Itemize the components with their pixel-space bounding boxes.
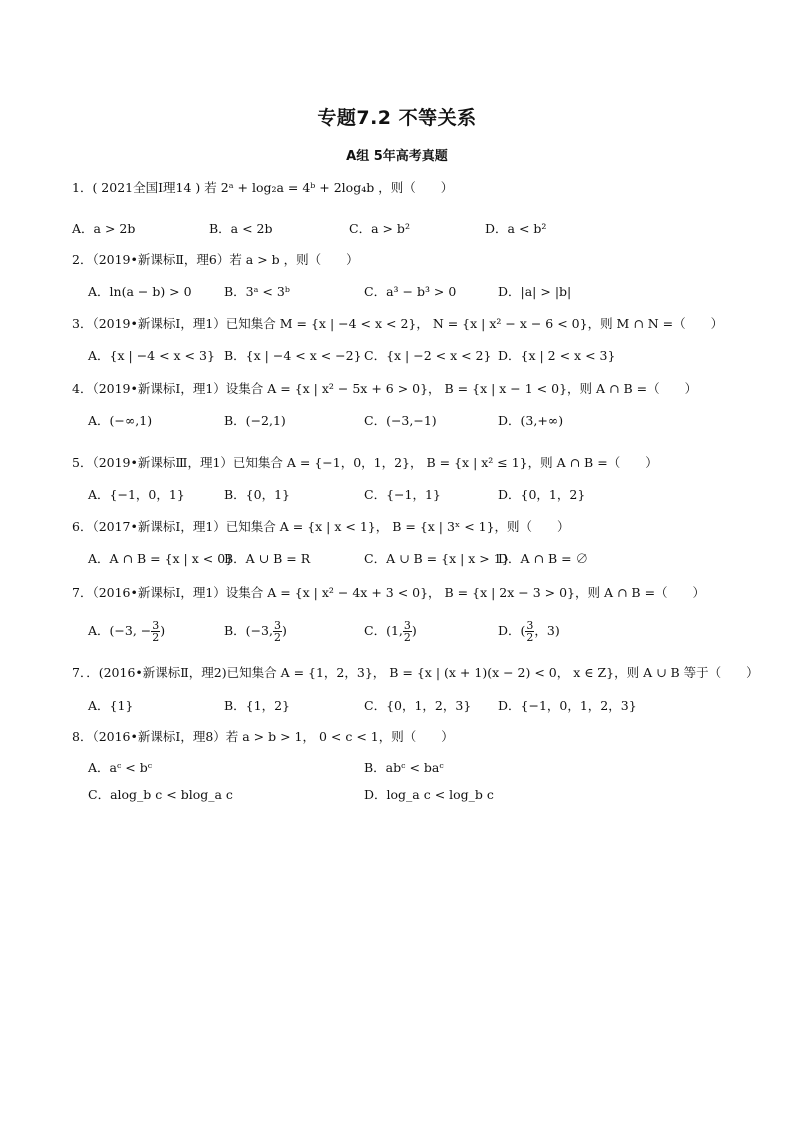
- option-b: B．{x | −4 < x < −2}: [224, 348, 362, 363]
- option-a: A．aᶜ < bᶜ: [88, 760, 153, 775]
- question-stem: 5．（2019•新课标Ⅲ，理1）已知集合 A = {−1，0，1，2}， B = {x | x² ≤ 1}，则 A ∩ B =（ ）: [72, 455, 658, 470]
- option-a: A．{x | −4 < x < 3}: [88, 348, 215, 363]
- question-stem: 7．（2016•新课标Ⅰ，理1）设集合 A = {x | x² − 4x + 3 < 0}， B = {x | 2x − 3 > 0}，则 A ∩ B =（ ）: [72, 585, 706, 600]
- option-b: B．a < 2b: [209, 221, 273, 236]
- option-c: C．a > b²: [349, 221, 410, 236]
- question-stem: 4．（2019•新课标Ⅰ，理1）设集合 A = {x | x² − 5x + 6 > 0}， B = {x | x − 1 < 0}，则 A ∩ B =（ ）: [72, 381, 698, 396]
- fraction-denominator: 2: [526, 631, 534, 644]
- option-d: [498, 620, 560, 643]
- question-stem: 1．( 2021全国Ⅰ理14 ) 若 2ᵃ + log₂a = 4ᵇ + 2log₄b ，则（ ）: [72, 180, 454, 195]
- question-stem: 2．（2019•新课标Ⅱ，理6）若 a > b ，则（ ）: [72, 252, 359, 267]
- option-b: B．{0，1}: [224, 487, 290, 502]
- fraction-numerator: 3: [273, 619, 281, 632]
- option-c-text: C．(1,: [364, 623, 403, 638]
- page-title: 专题7.2 不等关系: [317, 107, 477, 129]
- option-a: A．a > 2b: [72, 221, 136, 236]
- question-options: [88, 620, 768, 648]
- question-stem: 8．（2016•新课标Ⅰ，理8）若 a > b > 1， 0 < c < 1，则（ ）: [72, 729, 454, 744]
- question-options: [88, 412, 768, 432]
- option-c-tail: ): [411, 623, 417, 638]
- question-stem: 6．（2017•新课标Ⅰ，理1）已知集合 A = {x | x < 1}， B = {x | 3ˣ < 1}，则（ ）: [72, 519, 570, 534]
- option-c: C．alog_b c < blog_a c: [88, 787, 233, 802]
- option-d: D．A ∩ B = ∅: [498, 551, 589, 566]
- option-a-tail: ): [160, 623, 166, 638]
- option-d-tail: ，3): [534, 623, 560, 638]
- option-d: D．a < b²: [485, 221, 547, 236]
- option-b: B．3ᵃ < 3ᵇ: [224, 284, 290, 299]
- section-subtitle: A组 5年高考真题: [346, 149, 448, 164]
- fraction-denominator: 2: [273, 631, 281, 644]
- option-a: A．ln(a − b) > 0: [88, 284, 192, 299]
- option-d: D．{−1，0，1，2，3}: [498, 698, 637, 713]
- option-c: [364, 620, 417, 643]
- option-b-text: B．(−3,: [224, 623, 273, 638]
- option-d: D．(3,+∞): [498, 413, 564, 428]
- option-d: D．{x | 2 < x < 3}: [498, 348, 616, 363]
- option-d-text: D．(: [498, 623, 526, 638]
- question-options: [88, 347, 768, 367]
- option-b: B．abᶜ < baᶜ: [364, 760, 444, 775]
- question-options: [88, 283, 768, 303]
- fraction-denominator: 2: [152, 631, 160, 644]
- option-c: C．(−3,−1): [364, 413, 437, 428]
- fraction-denominator: 2: [403, 631, 411, 644]
- option-b: B．A ∪ B = R: [224, 551, 311, 566]
- fraction-numerator: 3: [526, 619, 534, 632]
- option-a: A．{−1，0，1}: [88, 487, 185, 502]
- option-b-tail: ): [281, 623, 287, 638]
- question-stem: 7．．(2016•新课标Ⅱ，理2)已知集合 A = {1，2，3}， B = {x | (x + 1)(x − 2) < 0， x ∈ Z}，则 A ∪ B 等于（ ）: [72, 665, 759, 680]
- option-c: C．A ∪ B = {x | x > 1}: [364, 551, 510, 566]
- option-b: [224, 620, 287, 643]
- option-c: C．{x | −2 < x < 2}: [364, 348, 492, 363]
- fraction-numerator: 3: [152, 619, 160, 632]
- option-b: B．{1，2}: [224, 698, 290, 713]
- fraction-numerator: 3: [403, 619, 411, 632]
- question-options: [88, 550, 768, 570]
- option-b: B．(−2,1): [224, 413, 286, 428]
- option-d: D．|a| > |b|: [498, 284, 572, 299]
- option-a-text: A．(−3, −: [88, 623, 152, 638]
- option-c: C．a³ − b³ > 0: [364, 284, 457, 299]
- question-options: [88, 759, 768, 779]
- option-d: D．log_a c < log_b c: [364, 787, 494, 802]
- option-a: A．A ∩ B = {x | x < 0}: [88, 551, 234, 566]
- option-a: A．{1}: [88, 698, 134, 713]
- fraction: [151, 620, 160, 643]
- question-options: [88, 786, 768, 806]
- option-c: C．{0，1，2，3}: [364, 698, 472, 713]
- question-options: [88, 486, 768, 506]
- option-c: C．{−1，1}: [364, 487, 441, 502]
- fraction: [403, 620, 412, 643]
- question-options: [88, 697, 768, 717]
- fraction: [273, 620, 282, 643]
- option-a: [88, 620, 165, 643]
- question-stem: 3．（2019•新课标Ⅰ，理1）已知集合 M = {x | −4 < x < 2}， N = {x | x² − x − 6 < 0}，则 M ∩ N =（ ）: [72, 316, 724, 331]
- option-a: A．(−∞,1): [88, 413, 153, 428]
- question-options: [72, 220, 752, 240]
- option-d: D．{0，1，2}: [498, 487, 586, 502]
